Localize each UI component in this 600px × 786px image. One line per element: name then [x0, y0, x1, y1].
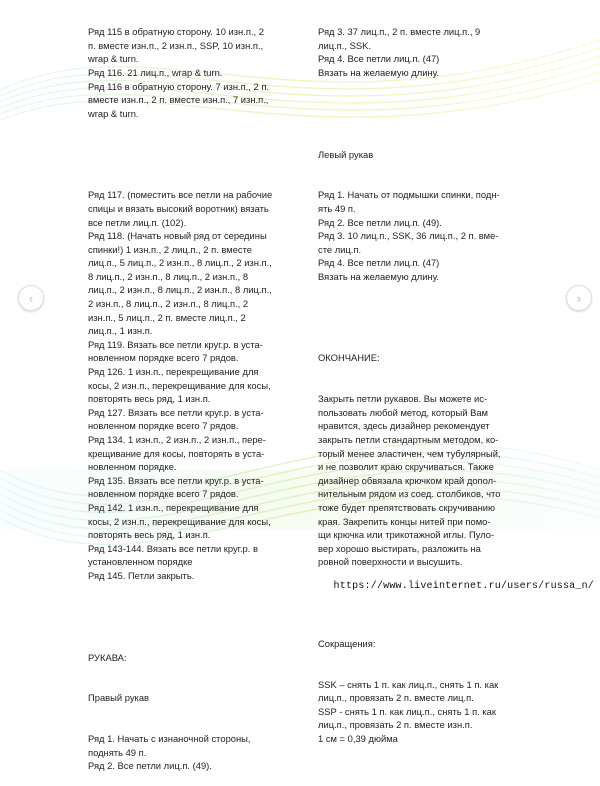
text-line: лиц.п., 2 изн.п., 8 лиц.п., 2 изн.п., 8 лиц.п.,	[88, 284, 272, 296]
right-block-1	[318, 25, 518, 79]
text-line: лиц.п., 1 изн.п.	[88, 325, 153, 337]
text-line: лиц.п., SSK.	[318, 39, 371, 51]
text-line: ять 49 п.	[318, 202, 356, 214]
abbrev-heading: Сокращения:	[318, 637, 376, 649]
text-line: Ряд 115 в обратную сторону. 10 изн.п., 2	[88, 26, 264, 38]
text-line: Ряд 143-144. Вязать все петли круг.р. в	[88, 542, 258, 554]
text-line: тоже будет препятствовать скручиванию	[318, 501, 496, 513]
text-line: крещивание для косы, повторять в уста-	[88, 447, 265, 459]
text-line: Ряд 126. 1 изн.п., перекрещивание для	[88, 366, 259, 378]
text-line: вместе изн.п., 2 п. вместе изн.п., 7 изн.п.,	[88, 94, 269, 106]
text-line: Ряд 134. 1 изн.п., 2 изн.п., 2 изн.п., пере-	[88, 434, 266, 445]
left-block-2	[88, 188, 288, 582]
text-line: и не позволит краю скручиваться. Также	[318, 461, 494, 473]
chevron-left-icon: ‹	[28, 290, 34, 306]
text-line: Ряд 4. Все петли лиц.п. (47)	[318, 257, 440, 269]
text-line: 1 см = 0,39 дюйма	[318, 733, 398, 745]
text-line: новленном порядке.	[88, 461, 177, 473]
watermark-url: https://www.liveinternet.ru/users/russa_n/	[333, 581, 594, 592]
text-line: Ряд 127. Вязать все петли круг.р. в уста-	[88, 406, 264, 418]
text-line: Ряд 1. Начать от подмышки спинки, подн-	[318, 189, 500, 201]
text-line: Ряд 3. 37 лиц.п., 2 п. вместе лиц.п., 9	[318, 26, 481, 38]
text-line: косы, 2 изн.п., перекрещивание для косы,	[88, 379, 271, 391]
text-line: новленном порядке всего 7 рядов.	[88, 420, 239, 432]
left-block-3	[88, 732, 288, 773]
text-line: спицы и вязать высокий воротник) вязать	[88, 202, 269, 214]
text-line: повторять весь ряд, 1 изн.п.	[88, 529, 211, 541]
left-sleeve-heading: Левый рукав	[318, 148, 374, 160]
text-line: лиц.п., 5 лиц.п., 2 изн.п., 8 лиц.п., 2 изн.п.,	[88, 257, 272, 269]
left-block-1	[88, 25, 288, 120]
text-line: изн.п., 5 лиц.п., 2 п. вместе лиц.п., 2	[88, 311, 246, 323]
text-line: Вязать на желаемую длину.	[318, 66, 439, 78]
text-line: лиц.п., провязать 2 п. вместе лиц.п.	[318, 692, 474, 704]
text-line: торый менее эластичен, чем тубулярный,	[318, 447, 501, 459]
text-line: установленном порядке	[88, 556, 193, 568]
text-line: wrap & turn.	[88, 53, 139, 65]
text-line: закрыть петли стандартным методом, ко-	[318, 434, 499, 445]
text-line: Ряд 119. Вязать все петли круг.р. в уста-	[88, 338, 263, 350]
text-line: 2 изн.п., 8 лиц.п., 2 изн.п., 8 лиц.п., 2	[88, 298, 249, 310]
text-line: SSP - снять 1 п. как лиц.п., снять 1 п. как	[318, 705, 497, 717]
text-line: косы, 2 изн.п., перекрещивание для косы,	[88, 515, 271, 527]
text-line: SSK – снять 1 п. как лиц.п., снять 1 п. как	[318, 678, 499, 690]
right-sleeve-heading: Правый рукав	[88, 692, 150, 704]
prev-arrow-button[interactable]	[18, 285, 44, 311]
text-line: Ряд 118. (Начать новый ряд от середины	[88, 230, 267, 242]
text-line: нравится, здесь дизайнер рекомендует	[318, 420, 490, 432]
text-line: пользовать любой метод, который Вам	[318, 406, 488, 418]
text-line: Ряд 145. Петли закрыть.	[88, 569, 195, 581]
text-line: Ряд 116 в обратную сторону. 7 изн.п., 2 п.	[88, 80, 270, 92]
text-line: новленном порядке всего 7 рядов.	[88, 488, 239, 500]
text-line: Вязать на желаемую длину.	[318, 270, 439, 282]
text-line: Ряд 2. Все петли лиц.п. (49).	[318, 216, 442, 228]
text-line: Ряд 142. 1 изн.п., перекрещивание для	[88, 501, 259, 513]
text-line: спинки!) 1 изн.п., 2 лиц.п., 2 п. вместе	[88, 243, 252, 255]
text-line: сте лиц.п.	[318, 243, 362, 255]
text-line: 8 лиц.п., 2 изн.п., 8 лиц.п., 2 изн.п., 8	[88, 270, 249, 282]
text-line: Ряд 4. Все петли лиц.п. (47)	[318, 53, 440, 65]
text-line: нительным рядом из соед. столбиков, что	[318, 488, 501, 500]
sleeves-heading: РУКАВА:	[88, 651, 127, 663]
finish-heading: ОКОНЧАНИЕ:	[318, 352, 380, 364]
text-line: Ряд 1. Начать с изнаночной стороны,	[88, 733, 251, 745]
text-line: края. Закрепить концы нитей при помо-	[318, 515, 491, 527]
text-line: дизайнер обвязала крючком край допол-	[318, 474, 497, 486]
text-line: Ряд 135. Вязать все петли круг.р. в уста-	[88, 474, 264, 486]
text-line: ровной поверхности и высушить.	[318, 556, 463, 568]
text-line: новленном порядке всего 7 рядов.	[88, 352, 239, 364]
chevron-right-icon: ›	[576, 290, 582, 306]
right-block-4	[318, 678, 518, 746]
text-line: п. вместе изн.п., 2 изн.п., SSP, 10 изн.п.,	[88, 39, 264, 51]
left-column	[88, 0, 288, 786]
right-block-3	[318, 392, 518, 569]
text-line: Ряд 3. 10 лиц.п., SSK, 36 лиц.п., 2 п. вме-	[318, 230, 499, 242]
text-line: Закрыть петли рукавов. Вы можете ис-	[318, 393, 488, 405]
right-column	[318, 0, 518, 759]
text-line: щи крючка или трикотажной иглы. Пуло-	[318, 529, 495, 541]
text-line: повторять весь ряд, 1 изн.п.	[88, 393, 211, 405]
text-line: wrap & turn.	[88, 107, 139, 119]
next-arrow-button[interactable]	[566, 285, 592, 311]
text-line: лиц.п., провязать 2 п. вместе изн.п.	[318, 719, 473, 731]
text-line: все петли лиц.п. (102).	[88, 216, 187, 228]
text-line: вер хорошо выстирать, разложить на	[318, 542, 481, 554]
text-line: Ряд 2. Все петли лиц.п. (49).	[88, 760, 212, 772]
text-line: Ряд 117. (поместить все петли на рабочие	[88, 189, 273, 201]
text-line: Ряд 116. 21 лиц.п., wrap & turn.	[88, 66, 223, 78]
text-line: поднять 49 п.	[88, 746, 147, 758]
right-block-2	[318, 188, 518, 283]
